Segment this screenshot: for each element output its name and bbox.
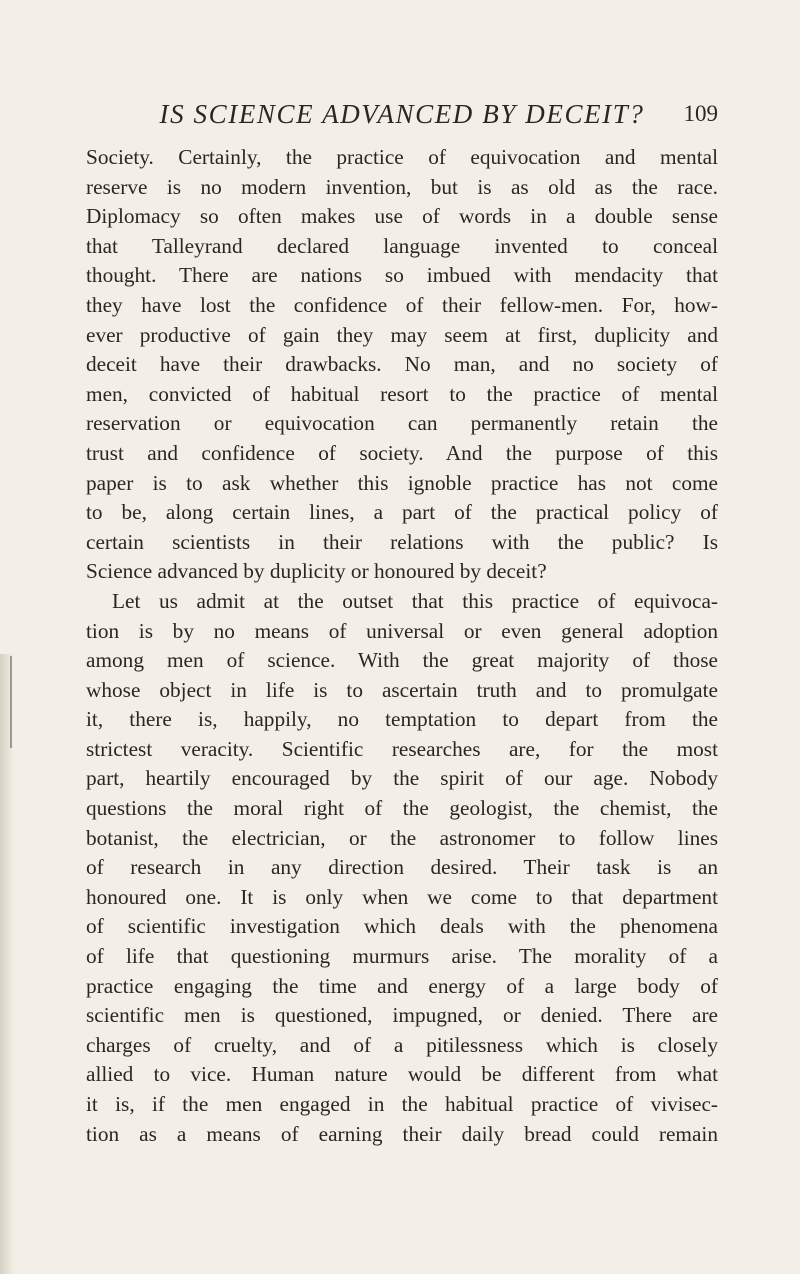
text-line: botanist, the electrician, or the astronomer to follow lines (86, 825, 718, 850)
text-line: part, heartily encouraged by the spirit of our age. Nobody (86, 766, 718, 791)
text-line: allied to vice. Human nature would be different from what (86, 1062, 718, 1087)
text-line: reserve is no modern invention, but is as old as the race. (86, 174, 718, 199)
page-number: 109 (683, 101, 718, 126)
text-line: Society. Certainly, the practice of equivocation and mental (86, 145, 718, 169)
text-line: among men of science. With the great majority of those (86, 648, 718, 673)
text-line: paper is to ask whether this ignoble practice has not come (86, 470, 718, 495)
text-line: Science advanced by duplicity or honoured by deceit? (86, 559, 547, 584)
running-title: IS SCIENCE ADVANCED BY DECEIT? (159, 99, 645, 129)
text-line: Diplomacy so often makes use of words in a double sense (86, 204, 718, 229)
text-line: reservation or equivocation can permanently retain the (86, 411, 718, 436)
text-line: thought. There are nations so imbued with mendacity that (86, 263, 718, 288)
body-text (86, 143, 718, 1149)
text-line: whose object in life is to ascertain truth and to promulgate (86, 677, 718, 702)
text-line: it is, if the men engaged in the habitual practice of vivisec- (86, 1092, 718, 1116)
page-edge-shadow (0, 654, 14, 1274)
text-line: to be, along certain lines, a part of the practical policy of (86, 500, 718, 525)
text-line: they have lost the confidence of their fellow-men. For, how- (86, 292, 718, 317)
text-line: practice engaging the time and energy of a large body of (86, 973, 718, 998)
text-line: of scientific investigation which deals with the phenomena (86, 914, 718, 939)
text-line: deceit have their drawbacks. No man, and no society of (86, 352, 718, 377)
text-line: men, convicted of habitual resort to the practice of mental (86, 381, 718, 406)
text-line: that Talleyrand declared language invented to conceal (86, 233, 718, 258)
text-line: ever productive of gain they may seem at first, duplicity and (86, 322, 718, 347)
text-line: tion as a means of earning their daily bread could remain (86, 1121, 718, 1146)
text-line: questions the moral right of the geologist, the chemist, the (86, 796, 718, 821)
text-line: charges of cruelty, and of a pitilessness which is closely (86, 1032, 718, 1057)
text-line: honoured one. It is only when we come to that department (86, 884, 718, 909)
text-line: of research in any direction desired. Their task is an (86, 855, 718, 880)
text-line: trust and confidence of society. And the purpose of this (86, 440, 718, 465)
text-line: Let us admit at the outset that this practice of equivoca- (112, 588, 718, 613)
running-head (86, 96, 718, 132)
text-line: of life that questioning murmurs arise. The morality of a (86, 944, 718, 969)
text-line: scientific men is questioned, impugned, or denied. There are (86, 1003, 718, 1028)
text-line: it, there is, happily, no temptation to depart from the (86, 707, 718, 732)
text-line: strictest veracity. Scientific researches are, for the most (86, 736, 718, 761)
text-line: certain scientists in their relations with the public? Is (86, 529, 718, 554)
text-line: tion is by no means of universal or even general adoption (86, 618, 718, 643)
